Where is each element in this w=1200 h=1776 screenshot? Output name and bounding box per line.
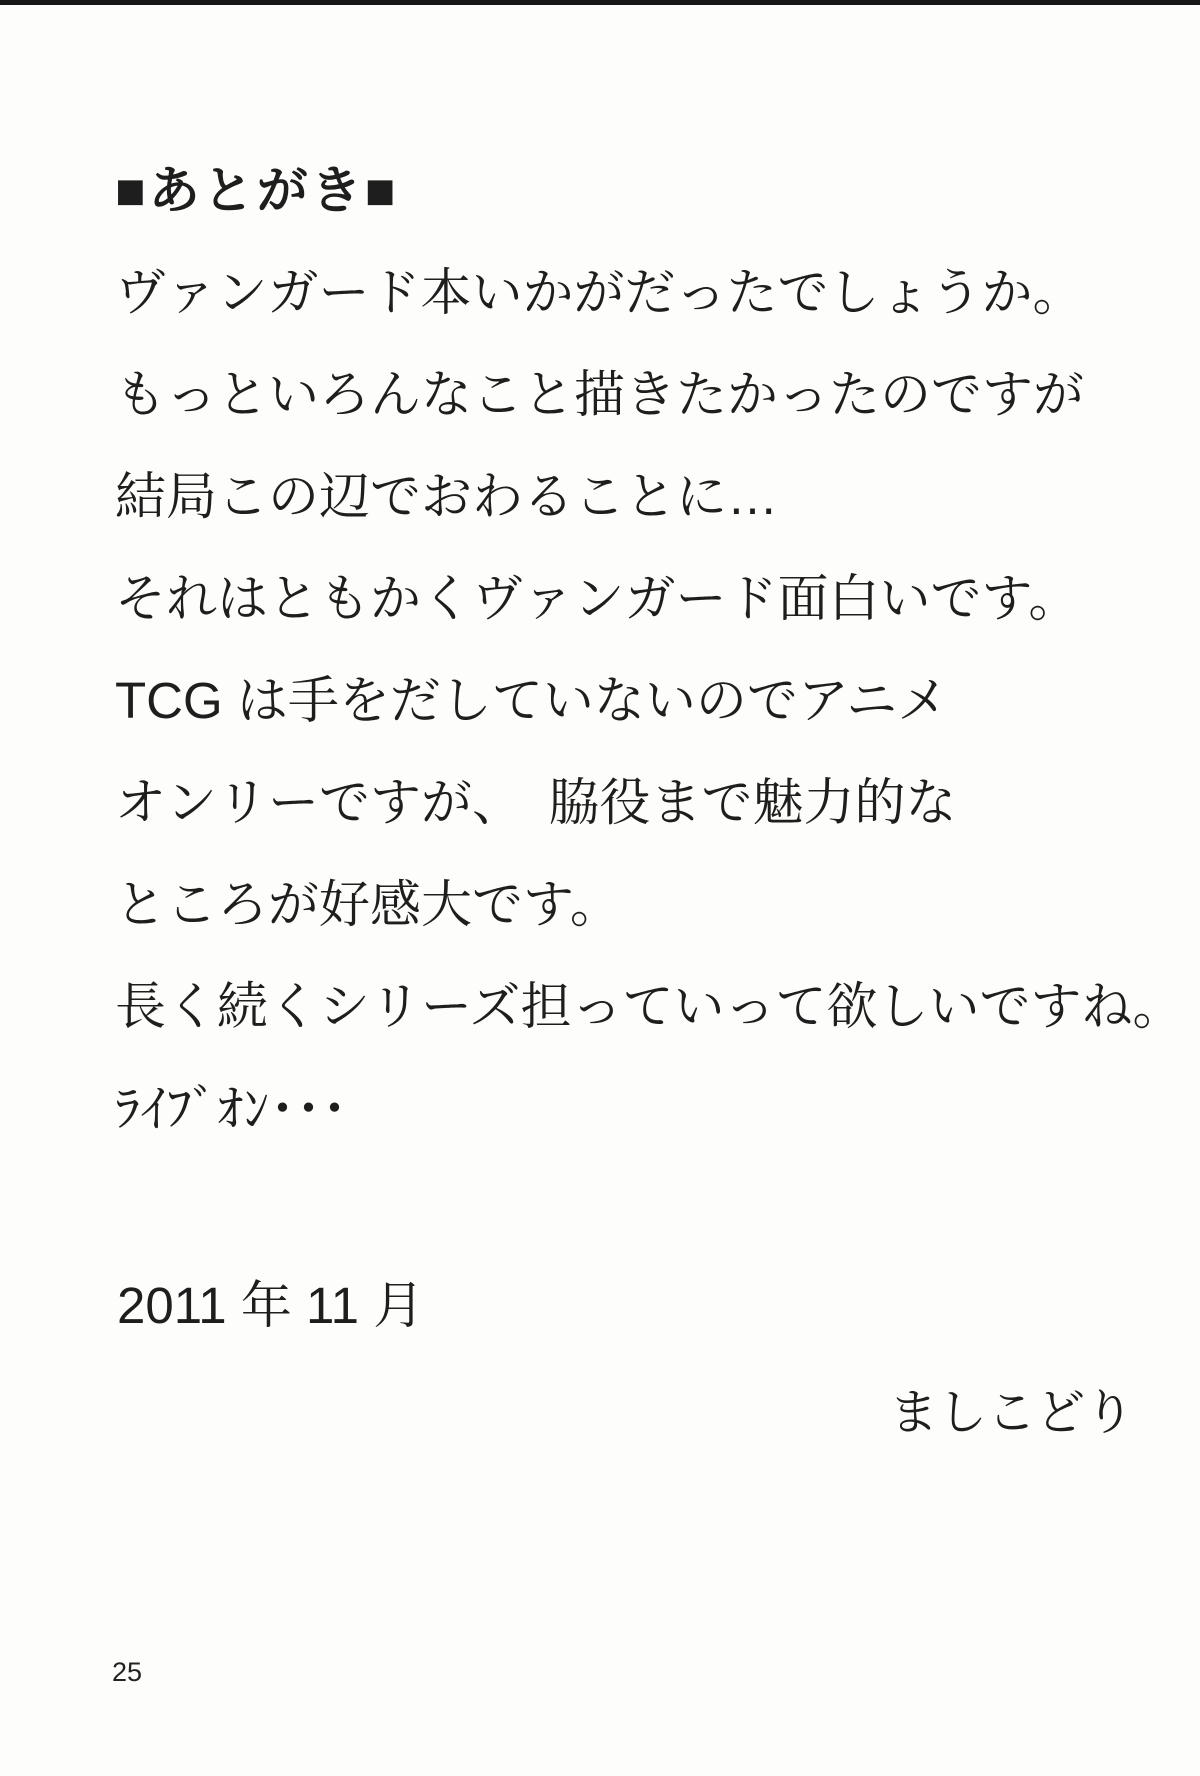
afterword-line: 長く続くシリーズ担っていって欲しいですね。 — [115, 978, 1184, 1035]
afterword-line: ところが好感大です。 — [115, 876, 621, 933]
afterword-text-block — [115, 140, 1184, 1160]
afterword-line: ヴァンガード本いかがだったでしょうか。 — [115, 264, 1084, 321]
afterword-line: 結局この辺でおわることに… — [115, 468, 779, 525]
author-signature: ましこどり — [888, 1386, 1134, 1440]
publication-date: 2011 年 11 月 — [117, 1277, 425, 1334]
afterword-line: TCG は手をだしていないのでアニメ — [115, 672, 949, 729]
afterword-line: もっといろんなこと描きたかったのですが — [115, 366, 1085, 423]
afterword-line: オンリーですが、 脇役まで魅力的な — [115, 774, 957, 831]
afterword-title: ■あとがき■ — [115, 162, 399, 219]
scan-edge-artifact — [0, 0, 1200, 5]
afterword-line-liveon: ﾗｲﾌﾞｵﾝ･･･ — [115, 1081, 348, 1137]
afterword-line: それはともかくヴァンガード面白いです。 — [115, 570, 1080, 627]
page-number: 25 — [112, 1657, 143, 1687]
